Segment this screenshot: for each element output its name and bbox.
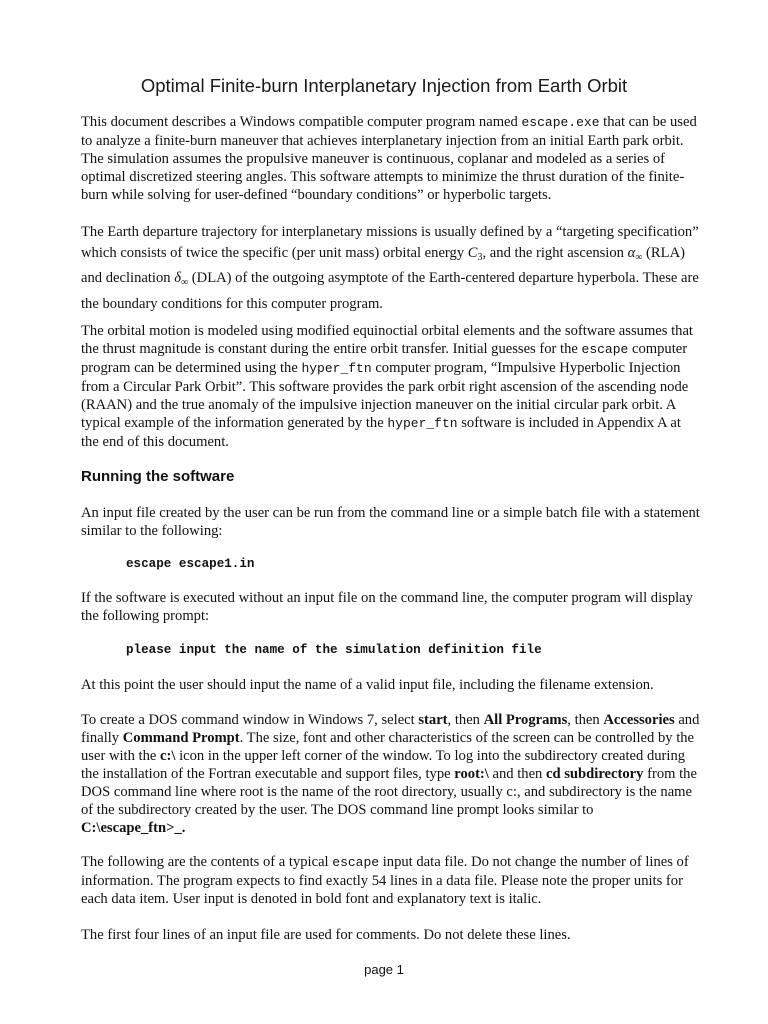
bold-term: Accessories bbox=[603, 712, 675, 728]
text-run: , then bbox=[567, 712, 604, 728]
intro-paragraph bbox=[81, 113, 701, 204]
section-heading: Running the software bbox=[81, 468, 235, 485]
text-run: To create a DOS command window in Windows 7, select bbox=[81, 712, 419, 728]
trajectory-paragraph bbox=[81, 222, 701, 314]
escape-code: escape bbox=[581, 342, 629, 357]
text-run: , then bbox=[447, 712, 484, 728]
alpha-subscript: ∞ bbox=[635, 251, 643, 263]
text-run: and finally bbox=[81, 712, 700, 746]
text-run: This document describes a Windows compatible computer program named bbox=[81, 114, 522, 130]
text-run: computer program, “Impulsive Hyperbolic Injection from a Circular Park Orbit”. This software provides the park orbit right ascension of the ascending node (RAAN) and the true anomaly of the impulsive injection maneuver on the initial circular park orbit. A typical example of the information generated by the bbox=[81, 360, 689, 431]
bold-term: Command Prompt bbox=[122, 730, 240, 746]
orbital-motion-paragraph bbox=[81, 322, 701, 451]
bold-term: c:\ bbox=[160, 748, 176, 764]
text-run: , and the right ascension bbox=[482, 244, 628, 261]
hyper-ftn-code: hyper_ftn bbox=[387, 416, 458, 431]
hyper-ftn-code: hyper_ftn bbox=[301, 361, 372, 376]
text-run: software is included in Appendix A at the end of this document. bbox=[81, 415, 681, 450]
comments-paragraph: The first four lines of an input file are used for comments. Do not delete these lines. bbox=[81, 927, 571, 943]
text-run: The following are the contents of a typical bbox=[81, 854, 333, 870]
text-run: and then bbox=[488, 766, 547, 782]
text-run: that can be used to analyze a finite-burn maneuver that achieves interplanetary injection from an initial Earth park orbit. The simulation assumes the propulsive maneuver is continuous, coplanar and modeled as a series of optimal discretized steering angles. This software attempts to minimize the thrust duration of the finite-burn while solving for user-defined “boundary conditions” or hyperbolic targets. bbox=[81, 114, 697, 203]
delta-symbol: δ bbox=[174, 270, 182, 286]
escape-code: escape bbox=[332, 855, 380, 870]
text-run: (RLA) and declination bbox=[81, 244, 685, 286]
alpha-symbol: α bbox=[627, 244, 636, 261]
bold-term: cd subdirectory bbox=[546, 766, 644, 782]
text-run: from the DOS command line where root is the name of the root directory, usually c:, and subdirectory is the name of the subdirectory created by the user. The DOS command line prompt looks similar to bbox=[81, 766, 697, 818]
command-example: escape escape1.in bbox=[126, 557, 255, 571]
text-run: The Earth departure trajectory for interplanetary missions is usually defined by a “targeting specification” which consists of twice the specific (per unit mass) orbital energy bbox=[81, 224, 699, 261]
input-contents-paragraph bbox=[81, 853, 701, 908]
text-run: input data file. Do not change the number of lines of information. The program expects to find exactly 54 lines in a data file. Please note the proper units for each data item. User input is denoted in bold font and explanatory text is italic. bbox=[81, 854, 689, 907]
filename-paragraph: At this point the user should input the name of a valid input file, including the filename extension. bbox=[81, 677, 654, 693]
page-number: page 1 bbox=[364, 962, 404, 977]
c3-symbol: C bbox=[467, 244, 478, 261]
text-run: The orbital motion is modeled using modified equinoctial orbital elements and the software assumes that the thrust magnitude is constant during the entire orbit transfer. Initial guesses for the bbox=[81, 323, 693, 357]
document-title: Optimal Finite-burn Interplanetary Injection from Earth Orbit bbox=[140, 75, 628, 96]
text-run: (DLA) of the outgoing asymptote of the Earth-centered departure hyperbola. These are the boundary conditions for this computer program. bbox=[81, 270, 699, 312]
text-run: computer program can be determined using the bbox=[81, 341, 688, 376]
program-name-code: escape.exe bbox=[521, 115, 600, 130]
no-input-paragraph: If the software is executed without an input file on the command line, the computer program will display the following prompt: bbox=[81, 590, 693, 624]
bold-term: root:\ bbox=[454, 766, 489, 782]
delta-subscript: ∞ bbox=[181, 277, 189, 288]
input-file-paragraph: An input file created by the user can be run from the command line or a simple batch file with a statement similar to the following: bbox=[81, 505, 700, 539]
bold-term: All Programs bbox=[483, 712, 568, 728]
dos-window-paragraph bbox=[81, 711, 701, 837]
text-run: . The size, font and other characteristics of the screen can be controlled by the user with the bbox=[81, 730, 695, 764]
text-run: icon in the upper left corner of the window. To log into the subdirectory created during the installation of the Fortran executable and support files, type bbox=[81, 748, 686, 782]
bold-term: start bbox=[418, 712, 448, 728]
prompt-example: please input the name of the simulation definition file bbox=[126, 643, 542, 657]
bold-term: C:\escape_ftn>_. bbox=[81, 820, 186, 836]
c3-subscript: 3 bbox=[477, 251, 483, 263]
